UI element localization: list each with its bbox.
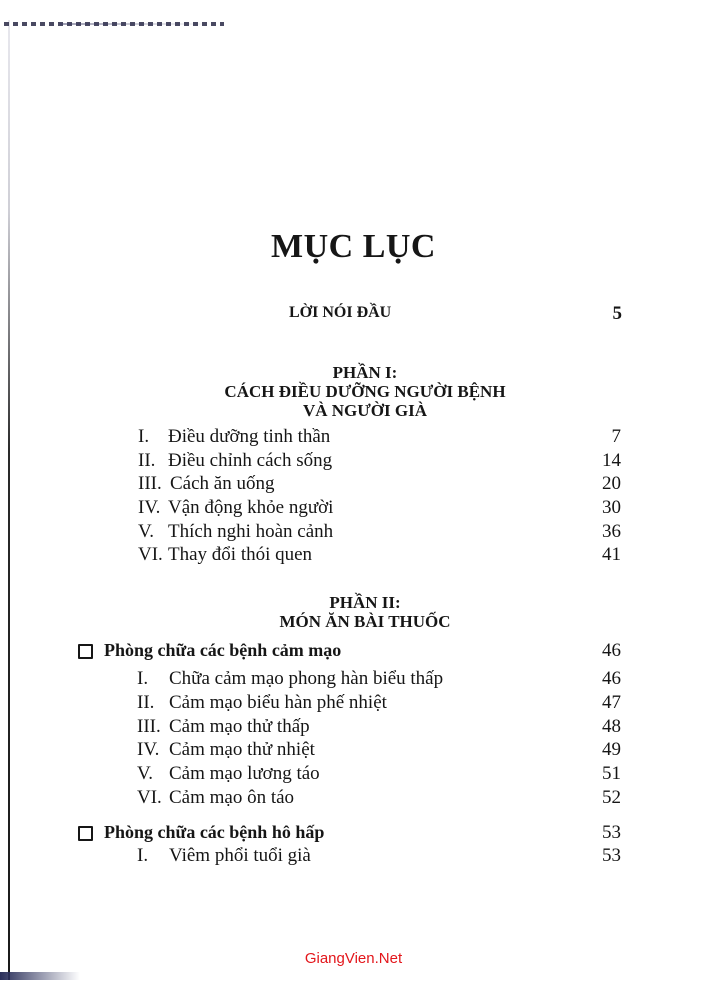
entry-number: VI. <box>138 544 163 565</box>
entry-title: Chữa cảm mạo phong hàn biểu thấp <box>169 668 444 689</box>
entry-title: Thay đổi thói quen <box>168 544 313 565</box>
entry-number: I. <box>137 845 149 866</box>
part2-subtitle: MÓN ĂN BÀI THUỐC <box>279 612 451 631</box>
entry-number: I. <box>138 426 150 447</box>
entry-page: 46 <box>602 668 621 689</box>
section-title: Phòng chữa các bệnh hô hấp <box>104 822 325 842</box>
checkbox-icon <box>78 644 93 659</box>
entry-page: 52 <box>602 787 621 808</box>
checkbox-icon <box>78 826 93 841</box>
part2-heading <box>200 593 530 631</box>
entry-page: 7 <box>611 426 621 447</box>
entry-number: II. <box>138 450 156 471</box>
entry-title: Cảm mạo ôn táo <box>169 787 295 808</box>
page-title: MỤC LỤC <box>271 228 436 265</box>
entry-number: VI. <box>137 787 162 808</box>
part1-label: PHẦN I: <box>332 363 398 382</box>
entry-number: IV. <box>137 739 160 760</box>
entry-page: 30 <box>602 497 621 518</box>
preface-page: 5 <box>612 303 622 324</box>
section-page: 53 <box>602 822 621 843</box>
entry-page: 20 <box>602 473 621 494</box>
entry-page: 41 <box>602 544 621 565</box>
section-page: 46 <box>602 640 621 661</box>
entry-title: Điều chỉnh cách sống <box>168 450 333 471</box>
entry-number: IV. <box>138 497 161 518</box>
entry-title: Cảm mạo biểu hàn phế nhiệt <box>169 692 387 713</box>
section-title: Phòng chữa các bệnh cảm mạo <box>104 640 342 660</box>
part2-label: PHẦN II: <box>329 593 401 612</box>
entry-number: III. <box>138 473 162 494</box>
entry-title: Vận động khỏe người <box>168 497 334 518</box>
entry-number: V. <box>138 521 155 542</box>
part1-heading <box>200 363 530 420</box>
entry-number: II. <box>137 692 155 713</box>
entry-title: Cảm mạo thử nhiệt <box>169 739 315 760</box>
entry-page: 36 <box>602 521 621 542</box>
entry-page: 48 <box>602 716 621 737</box>
entry-page: 49 <box>602 739 621 760</box>
entry-page: 51 <box>602 763 621 784</box>
entry-title: Viêm phổi tuổi già <box>169 845 311 866</box>
watermark-link[interactable]: GiangVien.Net <box>304 950 403 967</box>
page-edge-bottom <box>0 972 80 980</box>
entry-number: III. <box>137 716 161 737</box>
entry-title: Cách ăn uống <box>170 473 275 494</box>
entry-title: Thích nghi hoàn cảnh <box>168 521 334 542</box>
entry-title: Cảm mạo lương táo <box>169 763 320 784</box>
preface-label: LỜI NÓI ĐẦU <box>289 304 392 321</box>
entry-page: 14 <box>602 450 621 471</box>
page-edge-left <box>8 20 10 980</box>
page-edge-top-fade <box>60 23 210 25</box>
part1-subtitle-line1: CÁCH ĐIỀU DƯỠNG NGƯỜI BỆNH <box>224 382 506 401</box>
part1-subtitle-line2: VÀ NGƯỜI GIÀ <box>302 401 428 420</box>
entry-number: V. <box>137 763 154 784</box>
entry-title: Cảm mạo thử thấp <box>169 716 310 737</box>
entry-page: 53 <box>602 845 621 866</box>
entry-number: I. <box>137 668 149 689</box>
entry-title: Điều dưỡng tinh thần <box>168 426 331 447</box>
entry-page: 47 <box>602 692 621 713</box>
